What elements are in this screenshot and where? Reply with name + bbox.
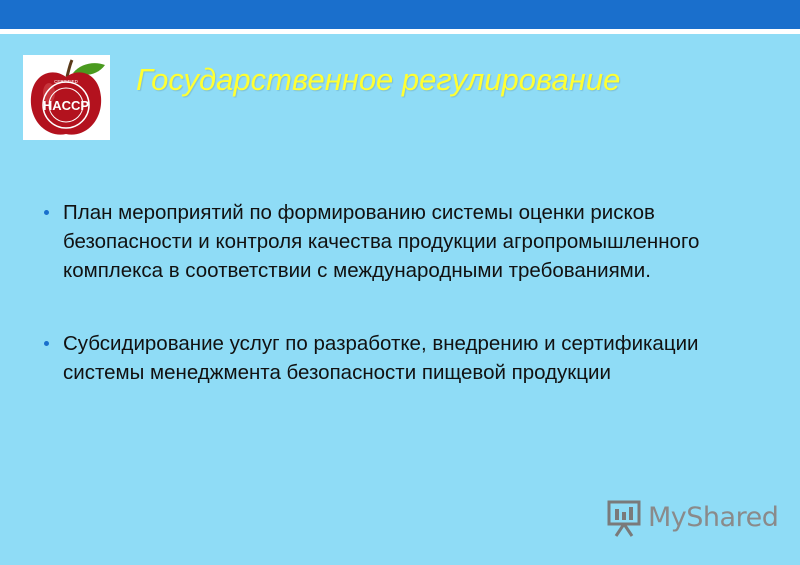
presentation-board-icon [606,500,646,538]
bullet-dot [44,341,49,346]
svg-text:HACCP: HACCP [42,98,90,113]
slide-title: Государственное регулирование [136,62,621,97]
bullet-item [44,329,744,387]
haccp-apple-logo [23,55,110,140]
top-bar [0,0,800,29]
bullet-list [44,198,744,387]
bullet-dot [44,210,49,215]
bullet-text: План мероприятий по формированию системы оценки рисков безопасности и контроля качества продукции агропромышленного комплекса в соответствии с международными требованиями. [63,201,700,282]
watermark-text: MyShared [648,502,779,533]
bullet-text: Субсидирование услуг по разработке, внедрению и сертификации системы менеджмента безопасности пищевой продукции [63,332,699,384]
bullet-item [44,198,744,285]
top-divider [0,29,800,34]
myshared-watermark [606,500,779,538]
svg-text:CERTIFIED: CERTIFIED [54,79,78,84]
